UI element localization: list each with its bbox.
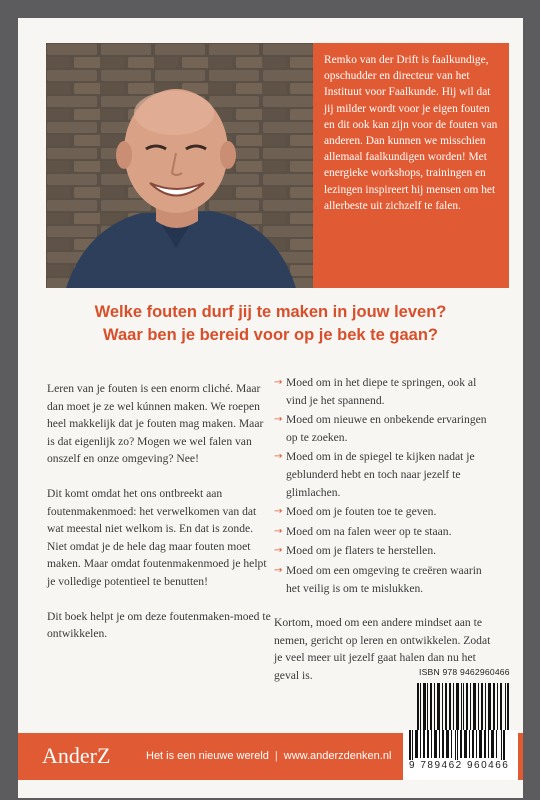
list-item: → Moed om in het diepe te springen, ook al vind je het spannend. (274, 376, 477, 407)
headline-line-1: Welke fouten durf jij te maken in jouw leven? (94, 303, 447, 321)
list-item: → Moed om een omgeving te creëren waarin het veilig is om te mislukken. (274, 563, 482, 595)
footer-barcode (403, 730, 518, 780)
author-bio: Remko van der Drift is faalkundige, opschudder en directeur van het Instituut voor Faalkunde. Hij wil dat jij milder wordt voor je eigen fouten en dit ook kan zijn voor de fouten van anderen. Dan kunnen we misschien allemaal faalkundigen worden! Met energieke workshops, trainingen en lezingen inspireert hij mensen om het allerbeste uit zichzelf te falen. (324, 54, 498, 212)
book-back-cover (18, 18, 523, 798)
arrow-right-icon: → (274, 545, 283, 557)
author-photo (46, 43, 313, 288)
headline-line-2: Waar ben je bereid voor op je bek te gaan? (103, 326, 438, 344)
right-column (274, 374, 496, 685)
left-column (47, 380, 272, 660)
arrow-right-icon: → (274, 564, 283, 576)
left-paragraph-1: Leren van je fouten is een enorm cliché. Maar dan moet je ze wel kúnnen maken. We roepen heel makkelijk dat je fouten mag maken. Maar is dat eigenlijk zo? Mogen we wel falen van onszelf en onze omgeving? Nee! (47, 382, 264, 466)
author-photo-illustration (46, 43, 313, 288)
barcode-digits: 9 789462 960466 (409, 760, 510, 771)
closing-paragraph: Kortom, moed om een andere mindset aan te nemen, gericht op leren en ontwikkelen. Zodat je veel meer uit jezelf gaat halen dan nu het geval is. (274, 616, 491, 682)
isbn-label: ISBN 978 9462960466 (419, 667, 510, 677)
barcode-bars-icon (403, 730, 518, 760)
footer-tagline (146, 750, 391, 762)
publisher-logo: AnderZ (42, 743, 111, 768)
footer-separator: | (274, 750, 278, 762)
arrow-right-icon: → (274, 506, 283, 518)
list-item: → Moed om na falen weer op te staan. (274, 523, 496, 541)
publisher-url: www.anderzdenken.nl (283, 750, 392, 762)
list-item: → Moed om je flaters te herstellen. (274, 542, 496, 560)
headline (18, 301, 523, 347)
publisher-footer (18, 733, 523, 780)
left-paragraph-2: Dit komt omdat het ons ontbreekt aan foutenmakenmoed: het verwelkomen van dat wat meestal niet welkom is. En dat is zonde. Niet omdat je de hele dag maar fouten moet maken. Maar omdat foutenmakenmoed je helpt je volledige potentieel te benutten! (47, 486, 267, 588)
author-bio-box (313, 43, 509, 288)
arrow-right-icon: → (274, 414, 283, 426)
courage-list (274, 374, 496, 597)
arrow-right-icon: → (274, 451, 283, 463)
arrow-right-icon: → (274, 525, 283, 537)
arrow-right-icon: → (274, 377, 283, 388)
list-item: → Moed om je fouten toe te geven. (274, 503, 496, 521)
left-paragraph-3: Dit boek helpt je om deze foutenmaken-moed te ontwikkelen. (47, 609, 271, 641)
list-item: → Moed om nieuwe en onbekende ervaringen op te zoeken. (274, 413, 487, 444)
list-item: → Moed om in de spiegel te kijken nadat je geblunderd hebt en toch naar jezelf te glimlachen. (274, 450, 475, 499)
tagline-text: Het is een nieuwe wereld (146, 750, 269, 762)
